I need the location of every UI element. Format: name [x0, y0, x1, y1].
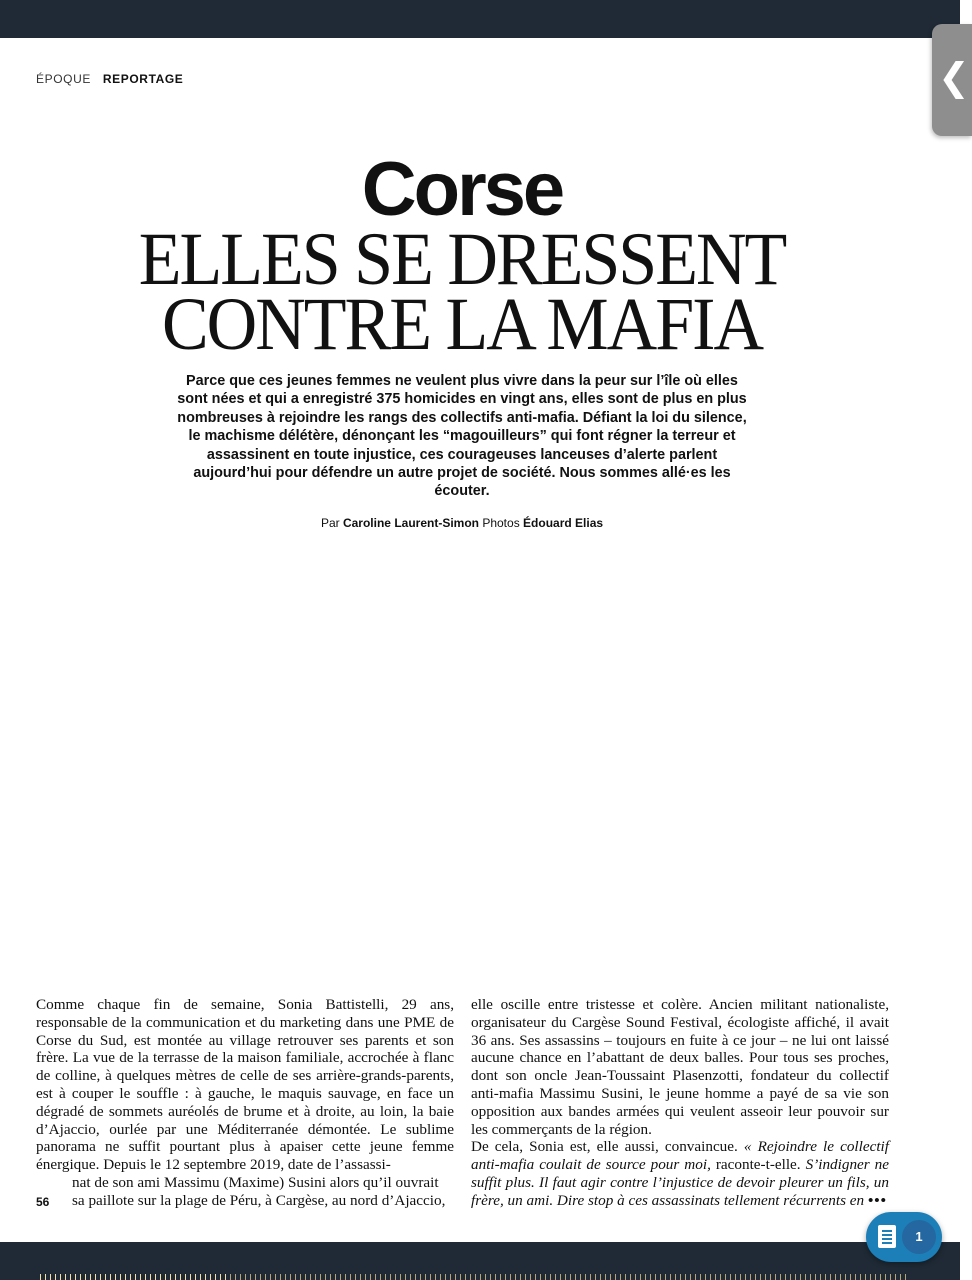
body-line: nat de son ami Massimu (Maxime) Susini alors qu’il ouvrait [72, 1173, 439, 1191]
body-column-2 [471, 996, 889, 1210]
byline-par: Par [320, 516, 340, 530]
body-text: raconte-t-elle. [715, 1156, 801, 1174]
quote-text: S’indigner ne suffit plus. Il faut agir contre l’injustice de devoir pleurer un fils, un frère, un ami. Dire stop à ces assassinats tellement récurrents en [471, 1156, 890, 1209]
body-paragraph-quote [471, 1138, 889, 1209]
continue-marker: ••• [867, 1191, 887, 1209]
top-toolbar[interactable] [0, 0, 960, 38]
headline-line-2: CONTRE LA MAFIA [161, 283, 763, 367]
document-icon [878, 1225, 896, 1248]
chevron-left-icon: ❮ [938, 55, 970, 99]
headline-line-1: ELLES SE DRESSENT [138, 218, 786, 302]
section-category: ÉPOQUE [36, 72, 91, 86]
body-line: sa paillote sur la plage de Péru, à Cargèse, au nord d’Ajaccio, [72, 1191, 446, 1209]
article-standfirst: Parce que ces jeunes femmes ne veulent plus vivre dans la peur sur l’île où elles sont nées et qui a enregistré 375 homicides en vingt ans, elles sont de plus en plus nombreuses à rejoindre les rangs des collectifs anti-mafia. Défiant la loi du silence, le machisme délétère, dénonçant les “magouilleurs” qui font régner la terreur et assassinent en toute injustice, ces courageuses lanceuses d’alerte parlent aujourd’hui pour défendre un autre projet de société. Nous sommes allé·es les écouter. [177, 373, 747, 500]
notes-button[interactable] [866, 1212, 942, 1262]
body-paragraph: elle oscille entre tristesse et colère. Ancien militant nationaliste, organisateur du Cargèse Sound Festival, écologiste affiché, il avait 36 ans. Ses assassins – toujours en fuite à ce jour – ne lui ont laissé aucune chance en l’abattant de deux balles. Pour tous ses proches, dont son oncle Jean-Toussaint Plasenzotti, fondateur du collectif anti-mafia Massimu Susini, le jeune homme a payé de sa vie son opposition aux bandes armées qui veulent asseoir leur pouvoir sur les commerçants de la région. [471, 996, 889, 1138]
byline-photos: Photos [482, 516, 520, 530]
article-headline [0, 218, 924, 367]
side-panel-toggle[interactable] [932, 24, 972, 136]
byline [0, 516, 924, 530]
section-rubric: REPORTAGE [102, 72, 184, 86]
byline-author: Caroline Laurent-Simon [342, 516, 479, 530]
page-number: 56 [36, 1195, 50, 1209]
body-text: De cela, Sonia est, elle aussi, convaincue. [471, 1138, 738, 1156]
body-paragraph: Comme chaque fin de semaine, Sonia Battistelli, 29 ans, responsable de la communication et du marketing dans une PME de Corse du Sud, est montée au village retrouver ses parents et son frère. La vue de la terrasse de la maison familiale, accrochée à flanc de colline, à quelques mètres de celle de ses arrière-grands-parents, est à couper le souffle : à gauche, le maquis sauvage, en face un dégradé de sommets auréolés de brume et à droite, au loin, la baie d’Ajaccio, ourlée par une Méditerranée démontée. Le sublime panorama ne suffit pourtant plus à apaiser cette jeune femme énergique. Depuis le 12 septembre 2019, date de l’assassi- [36, 996, 454, 1174]
page-scrubber-progress [40, 1274, 230, 1280]
quote-text: « Rejoindre le collectif anti-mafia coulait de source pour moi, [471, 1138, 889, 1174]
section-header [36, 72, 183, 86]
body-column-1 [36, 996, 454, 1210]
byline-photographer: Édouard Elias [523, 516, 604, 530]
article-kicker: Corse [361, 147, 563, 232]
notes-count-badge: 1 [902, 1220, 936, 1254]
